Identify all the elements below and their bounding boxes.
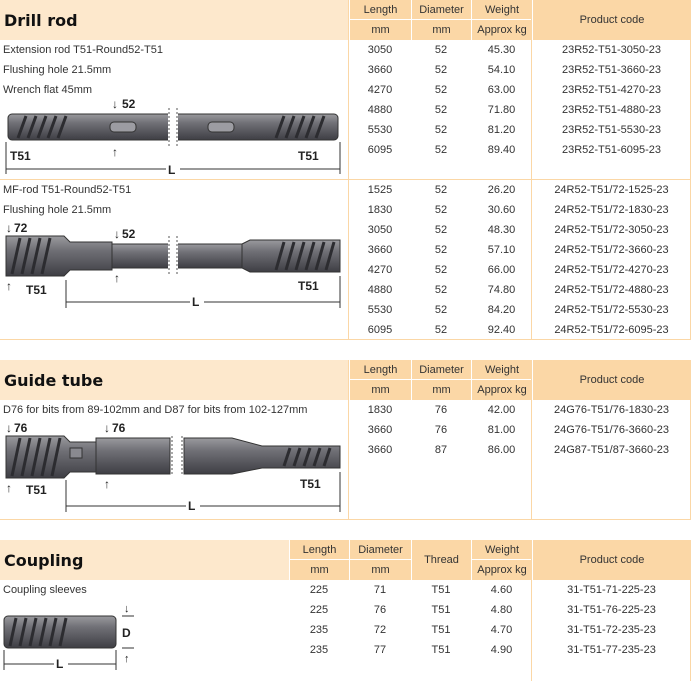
arrow-up-icon: ↑ — [104, 477, 110, 491]
cell-diameter: 52 — [434, 84, 448, 96]
arrow-up-icon: ↑ — [112, 145, 118, 159]
cell-code: 31-T51-71-225-23 — [567, 584, 656, 596]
cell-length: 4880 — [367, 284, 393, 296]
cell-length: 6095 — [367, 324, 393, 336]
cell-diameter: 52 — [434, 244, 448, 256]
cell-weight: 92.40 — [487, 324, 516, 336]
drill-rod-header-weight-unit: Approx kg — [471, 20, 532, 40]
column-divider — [531, 360, 532, 520]
column-divider — [348, 0, 349, 340]
cell-diameter: 76 — [373, 604, 387, 616]
cell-length: 5530 — [367, 304, 393, 316]
cell-diameter: 72 — [373, 624, 387, 636]
cell-weight: 57.10 — [487, 244, 516, 256]
coupling-header-length: Length — [289, 540, 349, 560]
ext-rod-dia-label: 52 — [122, 97, 136, 111]
cell-length: 3660 — [367, 244, 393, 256]
cell-length: 4270 — [367, 264, 393, 276]
mf-rod-dia1-label: 72 — [14, 221, 28, 235]
ext-rod-length-label: L — [168, 163, 176, 177]
arrow-down-icon: ↓ — [114, 227, 120, 241]
cell-diameter: 52 — [434, 264, 448, 276]
cell-diameter: 52 — [434, 284, 448, 296]
coupling-header-weight-unit: Approx kg — [471, 560, 532, 580]
column-divider — [348, 360, 349, 520]
cell-weight: 48.30 — [487, 224, 516, 236]
cell-diameter: 52 — [434, 224, 448, 236]
cell-length: 225 — [309, 584, 329, 596]
cell-code: 31-T51-76-225-23 — [567, 604, 656, 616]
cell-weight: 74.80 — [487, 284, 516, 296]
cell-thread: T51 — [431, 644, 451, 656]
cell-length: 1525 — [367, 184, 393, 196]
cell-diameter: 52 — [434, 304, 448, 316]
cell-code: 24R52-T51/72-5530-23 — [554, 304, 669, 316]
cell-weight: 71.80 — [487, 104, 516, 116]
coupling-dia-label: D — [122, 626, 131, 640]
ext-rod-left-label: T51 — [10, 149, 31, 163]
arrow-down-icon: ↓ — [112, 97, 118, 111]
arrow-down-icon: ↓ — [6, 421, 12, 435]
cell-length: 235 — [309, 624, 329, 636]
mf-rod-drawing — [0, 218, 348, 310]
arrow-up-icon: ↑ — [124, 653, 130, 665]
coupling-header-weight: Weight — [471, 540, 532, 560]
guide-tube-length-label: L — [188, 499, 196, 513]
cell-length: 1830 — [367, 204, 393, 216]
cell-thread: T51 — [431, 624, 451, 636]
arrow-up-icon: ↑ — [6, 279, 12, 293]
guide-tube-header-weight-unit: Approx kg — [471, 380, 532, 400]
guide-tube-left-label: T51 — [26, 483, 47, 497]
cell-code: 24R52-T51/72-3050-23 — [554, 224, 669, 236]
arrow-down-icon: ↓ — [6, 221, 12, 235]
cell-length: 225 — [309, 604, 329, 616]
guide-tube-desc: D76 for bits from 89-102mm and D87 for bits from 102-127mm — [3, 404, 308, 416]
drill-rod-g2-desc-2: Flushing hole 21.5mm — [3, 204, 112, 216]
drill-rod-header-diameter: Diameter — [411, 0, 471, 20]
cell-code: 23R52-T51-3660-23 — [561, 64, 662, 76]
cell-diameter: 52 — [434, 64, 448, 76]
cell-code: 24G87-T51/87-3660-23 — [554, 444, 669, 456]
cell-code: 23R52-T51-4270-23 — [561, 84, 662, 96]
cell-diameter: 52 — [434, 124, 448, 136]
cell-diameter: 52 — [434, 184, 448, 196]
cell-weight: 4.90 — [490, 644, 513, 656]
cell-weight: 89.40 — [487, 144, 516, 156]
cell-length: 3660 — [367, 444, 393, 456]
cell-code: 24G76-T51/76-1830-23 — [554, 404, 669, 416]
cell-weight: 45.30 — [487, 44, 516, 56]
cell-code: 24R52-T51/72-1525-23 — [554, 184, 669, 196]
guide-tube-title: Guide tube — [4, 371, 104, 390]
cell-length: 1830 — [367, 404, 393, 416]
cell-weight: 30.60 — [487, 204, 516, 216]
drill-rod-g1-desc-1: Extension rod T51-Round52-T51 — [3, 44, 164, 56]
coupling-drawing — [0, 598, 150, 678]
cell-length: 5530 — [367, 124, 393, 136]
cell-diameter: 52 — [434, 44, 448, 56]
column-divider — [531, 540, 532, 681]
drill-rod-g1-desc-3: Wrench flat 45mm — [3, 84, 93, 96]
cell-diameter: 52 — [434, 104, 448, 116]
cell-weight: 26.20 — [487, 184, 516, 196]
arrow-up-icon: ↑ — [114, 271, 120, 285]
drill-rod-g2-desc-1: MF-rod T51-Round52-T51 — [3, 184, 132, 196]
divider — [0, 519, 691, 520]
cell-code: 24R52-T51/72-4880-23 — [554, 284, 669, 296]
cell-diameter: 52 — [434, 324, 448, 336]
cell-code: 23R52-T51-5530-23 — [561, 124, 662, 136]
mf-rod-right-label: T51 — [298, 279, 319, 293]
cell-weight: 81.20 — [487, 124, 516, 136]
arrow-up-icon: ↑ — [6, 481, 12, 495]
cell-code: 23R52-T51-4880-23 — [561, 104, 662, 116]
divider — [0, 339, 691, 340]
drill-rod-header-weight: Weight — [471, 0, 532, 20]
cell-weight: 66.00 — [487, 264, 516, 276]
drill-rod-title: Drill rod — [4, 11, 78, 30]
coupling-length-label: L — [56, 657, 64, 671]
extension-rod-drawing — [0, 96, 348, 178]
cell-length: 235 — [309, 644, 329, 656]
cell-weight: 54.10 — [487, 64, 516, 76]
mf-rod-left-label: T51 — [26, 283, 47, 297]
cell-length: 6095 — [367, 144, 393, 156]
cell-code: 24R52-T51/72-1830-23 — [554, 204, 669, 216]
guide-tube-dia1-label: 76 — [14, 421, 28, 435]
ext-rod-right-label: T51 — [298, 149, 319, 163]
cell-weight: 63.00 — [487, 84, 516, 96]
coupling-header-code: Product code — [532, 540, 691, 580]
cell-diameter: 52 — [434, 204, 448, 216]
guide-tube-drawing — [0, 418, 348, 514]
cell-diameter: 76 — [434, 424, 448, 436]
coupling-header-diameter-unit: mm — [349, 560, 411, 580]
cell-weight: 81.00 — [487, 424, 516, 436]
cell-diameter: 77 — [373, 644, 387, 656]
drill-rod-header-diameter-unit: mm — [411, 20, 471, 40]
cell-code: 31-T51-77-235-23 — [567, 644, 656, 656]
cell-length: 3050 — [367, 224, 393, 236]
cell-code: 24R52-T51/72-6095-23 — [554, 324, 669, 336]
guide-tube-header-length-unit: mm — [349, 380, 411, 400]
cell-length: 3660 — [367, 424, 393, 436]
coupling-header-length-unit: mm — [289, 560, 349, 580]
guide-tube-header-diameter: Diameter — [411, 360, 471, 380]
cell-diameter: 87 — [434, 444, 448, 456]
coupling-desc: Coupling sleeves — [3, 584, 87, 596]
cell-weight: 4.70 — [490, 624, 513, 636]
column-divider — [531, 0, 532, 340]
drill-rod-header-length: Length — [349, 0, 411, 20]
cell-code: 31-T51-72-235-23 — [567, 624, 656, 636]
drill-rod-g1-desc-2: Flushing hole 21.5mm — [3, 64, 112, 76]
cell-length: 3050 — [367, 44, 393, 56]
guide-tube-header-length: Length — [349, 360, 411, 380]
cell-weight: 4.80 — [490, 604, 513, 616]
guide-tube-header-weight: Weight — [471, 360, 532, 380]
guide-tube-dia2-label: 76 — [112, 421, 126, 435]
cell-code: 24R52-T51/72-3660-23 — [554, 244, 669, 256]
cell-thread: T51 — [431, 584, 451, 596]
guide-tube-header-diameter-unit: mm — [411, 380, 471, 400]
cell-weight: 86.00 — [487, 444, 516, 456]
mf-rod-dia2-label: 52 — [122, 227, 136, 241]
cell-code: 23R52-T51-3050-23 — [561, 44, 662, 56]
cell-length: 4270 — [367, 84, 393, 96]
cell-code: 23R52-T51-6095-23 — [561, 144, 662, 156]
cell-weight: 42.00 — [487, 404, 516, 416]
arrow-down-icon: ↓ — [124, 603, 130, 615]
cell-thread: T51 — [431, 604, 451, 616]
cell-weight: 4.60 — [490, 584, 513, 596]
drill-rod-header-code: Product code — [532, 0, 691, 40]
cell-code: 24R52-T51/72-4270-23 — [554, 264, 669, 276]
arrow-down-icon: ↓ — [104, 421, 110, 435]
cell-weight: 84.20 — [487, 304, 516, 316]
drill-rod-header-length-unit: mm — [349, 20, 411, 40]
cell-length: 4880 — [367, 104, 393, 116]
cell-diameter: 71 — [373, 584, 387, 596]
cell-code: 24G76-T51/76-3660-23 — [554, 424, 669, 436]
coupling-header-thread: Thread — [411, 540, 471, 580]
coupling-title: Coupling — [4, 551, 84, 570]
cell-diameter: 52 — [434, 144, 448, 156]
cell-diameter: 76 — [434, 404, 448, 416]
cell-length: 3660 — [367, 64, 393, 76]
mf-rod-length-label: L — [192, 295, 200, 309]
guide-tube-right-label: T51 — [300, 477, 321, 491]
guide-tube-header-code: Product code — [532, 360, 691, 400]
coupling-header-diameter: Diameter — [349, 540, 411, 560]
